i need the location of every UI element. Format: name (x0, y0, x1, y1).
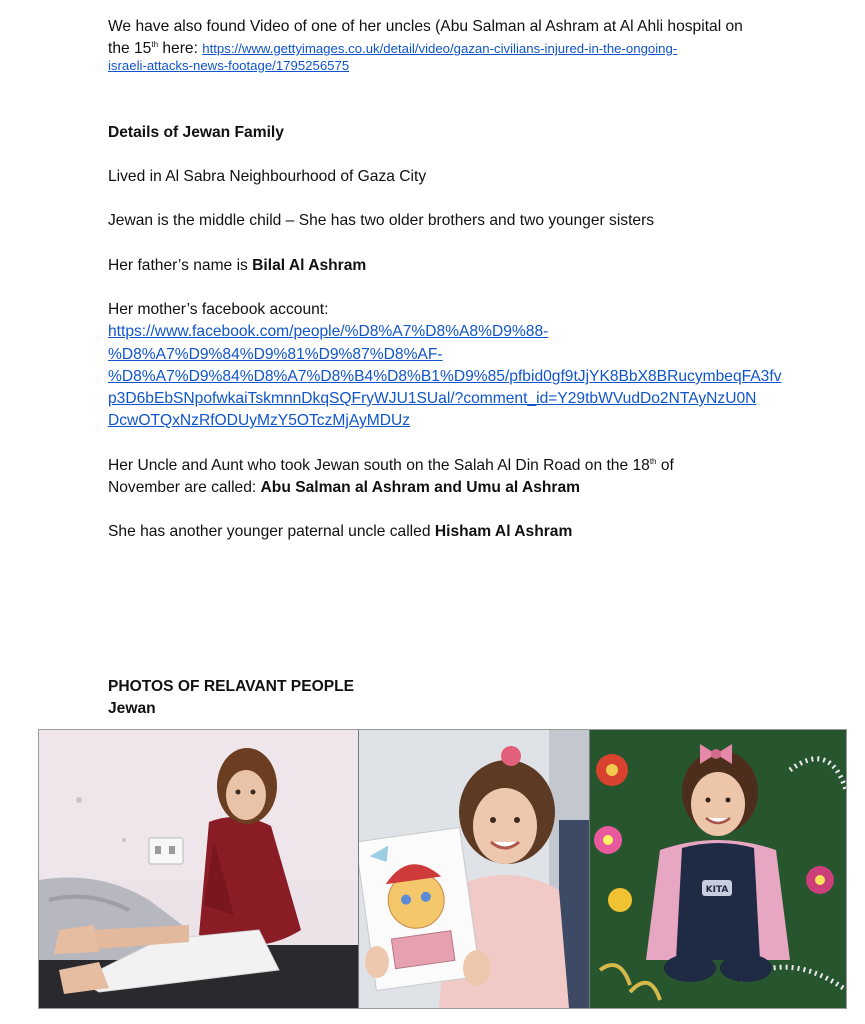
facebook-link-line-1[interactable]: https://www.facebook.com/people/%D8%A7%D8%A8%D9%88- (108, 323, 549, 340)
photos-subheading: Jewan (108, 700, 156, 717)
uncle-aunt-line-1: Her Uncle and Aunt who took Jewan south on the Salah Al Din Road on the 18th of (108, 457, 674, 474)
jewan-hospital-photo (39, 730, 358, 1008)
getty-video-link-continued[interactable]: israeli-attacks-news-footage/1795256575 (108, 58, 350, 73)
uncle-aunt-line-2: November are called: Abu Salman al Ashram and Umu al Ashram (108, 479, 581, 496)
intro-line-1: We have also found Video of one of her uncles (Abu Salman al Ashram at Al Ahli hospital on (108, 18, 743, 35)
facebook-link-line-4[interactable]: p3D6bEbSNpofwkaiTskmnnDkqSQFryWJU1SUal/?comment_id=Y29tbWVudDo2NTAyNzU0N (108, 390, 757, 407)
mother-label: Her mother’s facebook account: (108, 301, 329, 318)
siblings-text: Jewan is the middle child – She has two older brothers and two younger sisters (108, 212, 655, 229)
facebook-link-line-2[interactable]: %D8%A7%D9%84%D9%81%D9%87%D8%AF- (108, 346, 443, 363)
younger-uncle-text: She has another younger paternal uncle called Hisham Al Ashram (108, 523, 573, 540)
photo-strip (38, 729, 847, 1009)
father-name: Bilal Al Ashram (252, 257, 367, 274)
intro-line-2: the 15th here: https://www.gettyimages.co.uk/detail/video/gazan-civilians-injured-in-the-ongoing- (108, 40, 678, 57)
getty-video-link[interactable]: https://www.gettyimages.co.uk/detail/video/gazan-civilians-injured-in-the-ongoing- (202, 41, 678, 56)
facebook-link-line-3[interactable]: %D8%A7%D9%84%D8%A7%D8%B4%D8%B1%D9%85/pfbid0gf9tJjYK8BbX8BRucymbeqFA3fv (108, 368, 782, 385)
intro-line-3 (108, 58, 349, 74)
photos-heading: PHOTOS OF RELAVANT PEOPLE (108, 678, 355, 695)
neighbourhood-text: Lived in Al Sabra Neighbourhood of Gaza City (108, 168, 427, 185)
uncle-aunt-names: Abu Salman al Ashram and Umu al Ashram (260, 479, 581, 496)
younger-uncle-name: Hisham Al Ashram (434, 523, 573, 540)
facebook-link-line-5[interactable]: DcwOTQxNzRfODUyMzY5OTczMjAyMDUz (108, 412, 411, 429)
jewan-school-photo (589, 730, 846, 1008)
jewan-drawing-photo (358, 730, 589, 1008)
family-heading: Details of Jewan Family (108, 124, 284, 141)
school-badge-text: KITA (705, 885, 729, 895)
father-text: Her father’s name is Bilal Al Ashram (108, 257, 367, 274)
